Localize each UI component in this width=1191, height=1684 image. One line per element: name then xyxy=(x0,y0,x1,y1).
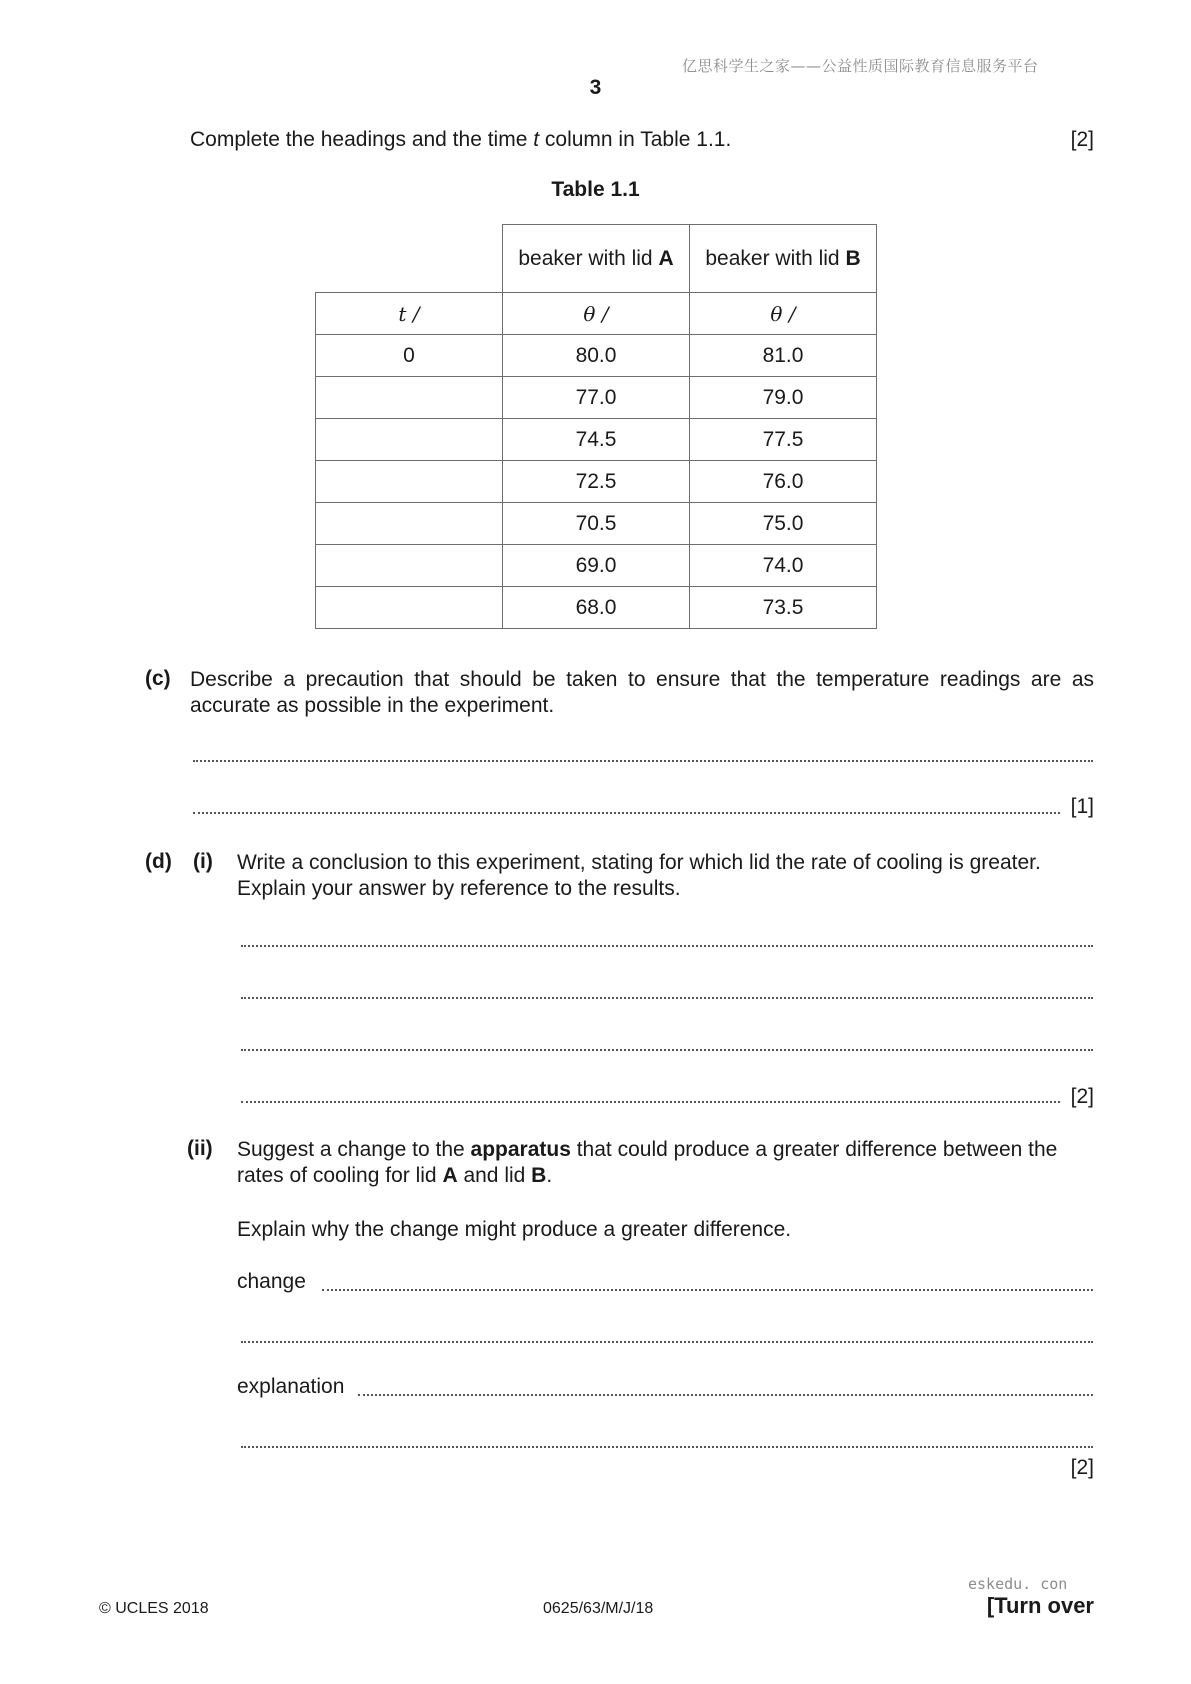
table-units-row xyxy=(316,293,877,335)
table-row xyxy=(316,545,877,587)
site-watermark: eskedu. con xyxy=(968,1575,1068,1593)
part-d-ii-label: (ii) xyxy=(187,1137,213,1160)
temp-a-cell: 80.0 xyxy=(503,335,690,377)
temp-a-cell: 70.5 xyxy=(503,503,690,545)
copyright: © UCLES 2018 xyxy=(99,1600,209,1617)
answer-line-c-2[interactable] xyxy=(193,812,1060,814)
part-d-ii-explain-instruction: Explain why the change might produce a greater difference. xyxy=(237,1218,792,1241)
watermark-text: 亿思科学生之家——公益性质国际教育信息服务平台 xyxy=(682,57,1039,75)
time-cell[interactable] xyxy=(316,545,503,587)
answer-line-d-i-3[interactable] xyxy=(241,1049,1093,1051)
answer-line-d-i-2[interactable] xyxy=(241,997,1093,999)
header-beaker-a xyxy=(503,225,690,293)
time-cell[interactable] xyxy=(316,419,503,461)
temp-b-cell: 77.5 xyxy=(690,419,877,461)
part-d-ii-question xyxy=(237,1137,1094,1189)
time-cell[interactable] xyxy=(316,461,503,503)
instruction-marks: [2] xyxy=(1070,128,1094,151)
change-answer-line-2[interactable] xyxy=(241,1341,1093,1343)
explanation-answer-line-1[interactable] xyxy=(358,1394,1093,1396)
table-row xyxy=(316,587,877,629)
unit-cell-t[interactable]: t / xyxy=(316,293,503,335)
ii-line1-after: that could produce a greater difference between the xyxy=(570,1138,1058,1161)
unit-cell-theta-a[interactable]: θ / xyxy=(503,293,690,335)
ii-line2-mid: and lid xyxy=(457,1164,532,1187)
part-d-i-label: (i) xyxy=(193,850,213,873)
part-d-ii-marks: [2] xyxy=(1070,1456,1094,1479)
temp-b-cell: 74.0 xyxy=(690,545,877,587)
explanation-label: explanation xyxy=(237,1375,345,1398)
temp-b-cell: 73.5 xyxy=(690,587,877,629)
part-d-i-question xyxy=(237,850,1094,902)
table-instruction xyxy=(190,128,1094,152)
part-d-label: (d) xyxy=(145,850,172,873)
temp-a-cell: 72.5 xyxy=(503,461,690,503)
header-b-prefix: beaker with lid xyxy=(705,246,846,270)
instruction-text-after: column in Table 1.1. xyxy=(539,128,732,151)
unit-cell-theta-b[interactable]: θ / xyxy=(690,293,877,335)
temp-a-cell: 74.5 xyxy=(503,419,690,461)
ii-line1-bold: apparatus xyxy=(470,1138,571,1161)
part-d-i-line-2: Explain your answer by reference to the results. xyxy=(237,877,681,900)
part-c-question xyxy=(190,667,1094,719)
explanation-answer-line-2[interactable] xyxy=(241,1446,1093,1448)
instruction-text-before: Complete the headings and the time xyxy=(190,128,534,151)
answer-line-c-1[interactable] xyxy=(193,760,1093,762)
instruction-t-variable: t xyxy=(533,128,540,151)
time-cell[interactable]: 0 xyxy=(316,335,503,377)
temp-b-cell: 79.0 xyxy=(690,377,877,419)
turn-over: [Turn over xyxy=(986,1593,1094,1618)
table-row xyxy=(316,461,877,503)
temp-a-cell: 68.0 xyxy=(503,587,690,629)
table-header-row xyxy=(316,225,877,293)
temp-b-cell: 81.0 xyxy=(690,335,877,377)
header-beaker-b xyxy=(690,225,877,293)
table-title: Table 1.1 xyxy=(551,178,640,201)
answer-line-d-i-1[interactable] xyxy=(241,945,1093,947)
part-c-line-1: Describe a precaution that should be taken to ensure that the temperature readings are as xyxy=(190,668,1094,691)
part-d-i-line-1: Write a conclusion to this experiment, stating for which lid the rate of cooling is greater. xyxy=(237,851,1041,874)
temp-a-cell: 69.0 xyxy=(503,545,690,587)
change-answer-line-1[interactable] xyxy=(322,1289,1093,1291)
page-number: 3 xyxy=(589,76,602,99)
temp-b-cell: 76.0 xyxy=(690,461,877,503)
table-corner-cell xyxy=(316,225,503,293)
temp-b-cell: 75.0 xyxy=(690,503,877,545)
temp-a-cell: 77.0 xyxy=(503,377,690,419)
ii-line2-before: rates of cooling for lid xyxy=(237,1164,443,1187)
results-table xyxy=(315,224,877,629)
part-c-line-2: accurate as possible in the experiment. xyxy=(190,694,555,717)
table-row xyxy=(316,335,877,377)
header-a-letter: A xyxy=(658,246,674,270)
time-cell[interactable] xyxy=(316,587,503,629)
part-c-marks: [1] xyxy=(1070,795,1094,818)
ii-line2-a: A xyxy=(442,1164,458,1187)
time-cell[interactable] xyxy=(316,503,503,545)
ii-line1-before: Suggest a change to the xyxy=(237,1138,471,1161)
ii-line2-b: B xyxy=(531,1164,547,1187)
table-row xyxy=(316,419,877,461)
paper-code: 0625/63/M/J/18 xyxy=(543,1600,654,1617)
ii-line2-after: . xyxy=(546,1164,553,1187)
time-cell[interactable] xyxy=(316,377,503,419)
part-c-label: (c) xyxy=(145,667,171,690)
table-row xyxy=(316,503,877,545)
header-b-letter: B xyxy=(845,246,861,270)
part-d-i-marks: [2] xyxy=(1070,1085,1094,1108)
answer-line-d-i-4[interactable] xyxy=(241,1101,1060,1103)
part-d-ii-line-2 xyxy=(237,1163,1094,1189)
change-label: change xyxy=(237,1270,306,1293)
table-row xyxy=(316,377,877,419)
part-d-ii-line-1 xyxy=(237,1137,1094,1163)
header-a-prefix: beaker with lid xyxy=(518,246,659,270)
